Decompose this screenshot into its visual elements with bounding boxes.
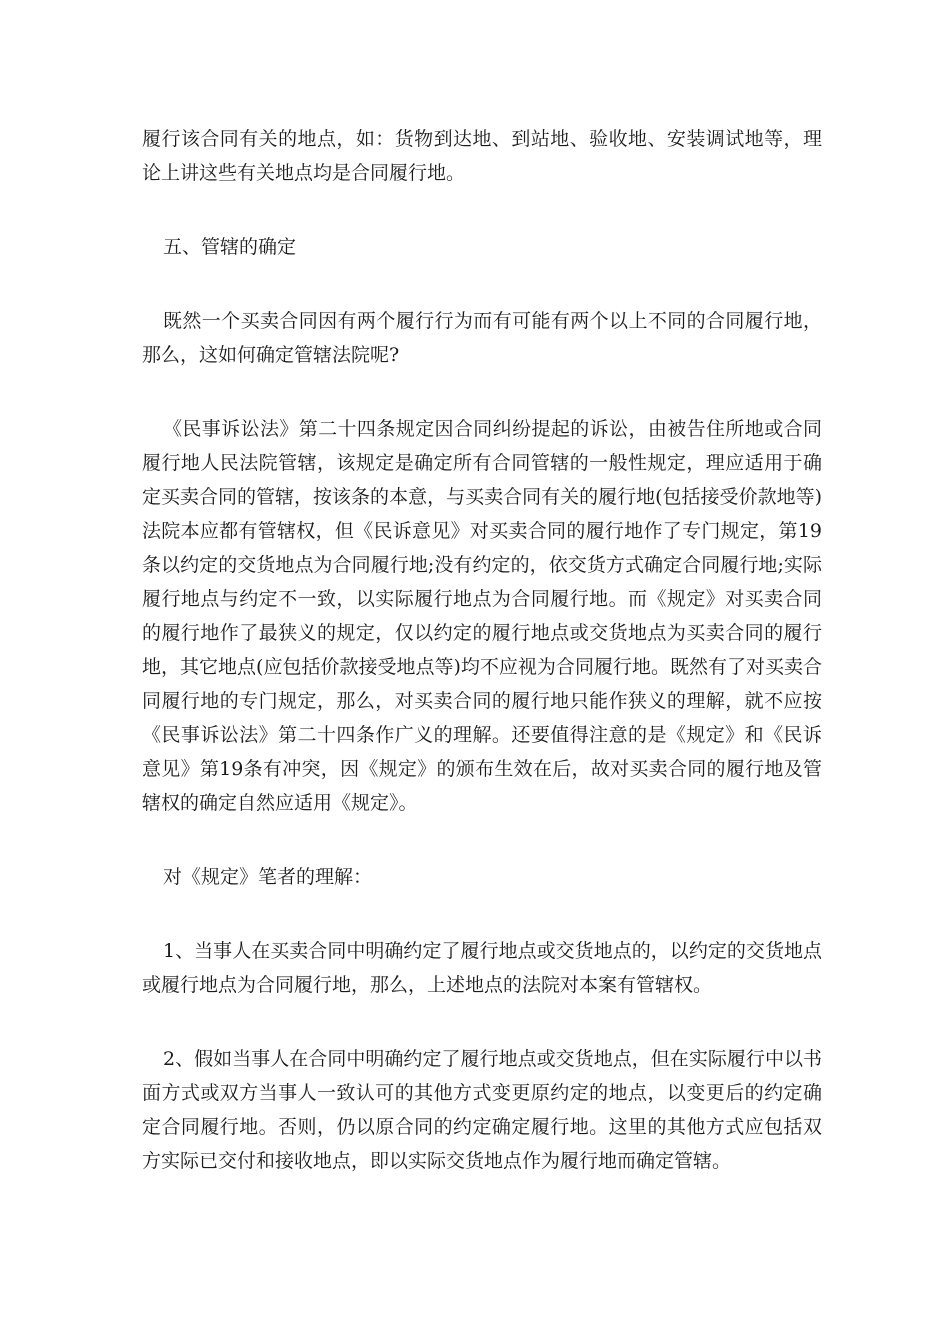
list-item-2: 2、假如当事人在合同中明确约定了履行地点或交货地点，但在实际履行中以书面方式或双方当事人一致认可的其他方式变更原约定的地点，以变更后的约定确定合同履行地。否则，仍以原合同的约定确定履行地。这里的其他方式应包括双方实际已交付和接收地点，即以实际交货地点作为履行地而确定管辖。: [142, 1048, 822, 1172]
paragraph-question: 既然一个买卖合同因有两个履行行为而有可能有两个以上不同的合同履行地，那么，这如何确定管辖法院呢?: [142, 310, 822, 366]
document-body: [142, 122, 822, 1218]
paragraph-author-understanding: 对《规定》笔者的理解：: [163, 866, 373, 888]
section-heading: 五、管辖的确定: [163, 236, 297, 258]
list-item-1: 1、当事人在买卖合同中明确约定了履行地点或交货地点的，以约定的交货地点或履行地点为合同履行地，那么，上述地点的法院对本案有管辖权。: [142, 940, 822, 996]
paragraph-civil-procedure: 《民事诉讼法》第二十四条规定因合同纠纷提起的诉讼，由被告住所地或合同履行地人民法院管辖，该规定是确定所有合同管辖的一般性规定，理应适用于确定买卖合同的管辖，按该条的本意，与买卖合同有关的履行地(包括接受价款地等)法院本应都有管辖权，但《民诉意见》对买卖合同的履行地作了专门规定，第19条以约定的交货地点为合同履行地;没有约定的，依交货方式确定合同履行地;实际履行地点与约定不一致，以实际履行地点为合同履行地。而《规定》对买卖合同的履行地作了最狭义的规定，仅以约定的履行地点或交货地点为买卖合同的履行地，其它地点(应包括价款接受地点等)均不应视为合同履行地。既然有了对买卖合同履行地的专门规定，那么，对买卖合同的履行地只能作狭义的理解，就不应按《民事诉讼法》第二十四条作广义的理解。还要值得注意的是《规定》和《民诉意见》第19条有冲突，因《规定》的颁布生效在后，故对买卖合同的履行地及管辖权的确定自然应适用《规定》。: [142, 418, 822, 814]
paragraph-continuation: 履行该合同有关的地点，如：货物到达地、到站地、验收地、安装调试地等，理论上讲这些有关地点均是合同履行地。: [142, 128, 822, 184]
